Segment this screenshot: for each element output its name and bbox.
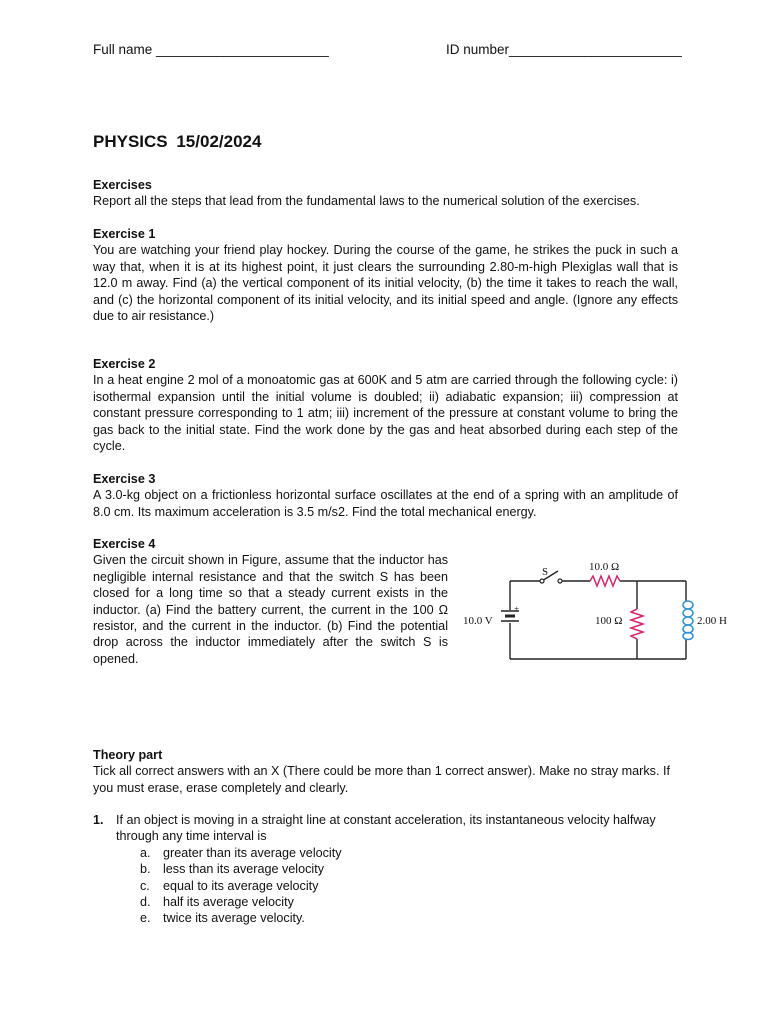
exercises-instructions: Report all the steps that lead from the fundamental laws to the numerical solution of the exercises.: [93, 194, 640, 209]
option-letter: d.: [140, 895, 151, 910]
answer-option-b[interactable]: [140, 861, 693, 877]
question-1-text: If an object is moving in a straight line at constant acceleration, its instantaneous velocity halfway through any time interval is: [116, 813, 656, 844]
exercise-2-heading: Exercise 2: [93, 357, 156, 371]
theory-instructions: Tick all correct answers with an X (There could be more than 1 correct answer). Make no stray marks. If you must erase, erase completely and clearly.: [93, 764, 670, 795]
exercise-1-heading: Exercise 1: [93, 227, 156, 241]
full-name-field[interactable]: Full name _______________________: [93, 42, 329, 57]
option-letter: e.: [140, 911, 151, 926]
exercise-3-text: A 3.0-kg object on a frictionless horizontal surface oscillates at the end of a spring with an amplitude of 8.0 cm. Its maximum acceleration is 3.5 m/s2. Find the total mechanical energy.: [93, 488, 678, 519]
question-1: [93, 812, 693, 927]
option-letter: b.: [140, 862, 151, 877]
answer-option-d[interactable]: [140, 894, 693, 910]
inductor-label: 2.00 H: [697, 615, 727, 627]
switch-label: S: [542, 566, 549, 578]
answer-option-a[interactable]: [140, 845, 693, 861]
exercise-3-heading: Exercise 3: [93, 472, 156, 486]
circuit-diagram: [458, 555, 738, 667]
page-title: PHYSICS 15/02/2024: [93, 132, 262, 151]
option-letter: a.: [140, 845, 151, 860]
question-1-number: 1.: [93, 813, 104, 827]
exercise-3: [93, 471, 678, 520]
inductor-symbol: [683, 601, 693, 640]
theory-heading: Theory part: [93, 748, 163, 762]
exercises-heading: Exercises: [93, 178, 152, 192]
exercise-4-text: Given the circuit shown in Figure, assume that the inductor has negligible internal resistance and that the switch S has been closed for a long time so that a steady current exists in the inductor. (a) Find the battery current, the current in the 100 Ω resistor, and the current in the inductor. (b) Find the potential drop across the inductor immediately after the switch S is opened.: [93, 553, 448, 666]
battery-plus-label: +: [514, 604, 520, 614]
option-text: greater than its average velocity: [163, 845, 342, 860]
middle-resistor-label: 100 Ω: [595, 615, 623, 627]
id-number-field[interactable]: ID number_______________________: [446, 42, 682, 57]
answer-option-e[interactable]: [140, 910, 693, 926]
option-text: half its average velocity: [163, 895, 294, 910]
exercise-4-heading: Exercise 4: [93, 537, 156, 551]
option-text: less than its average velocity: [163, 862, 325, 877]
theory-part: [93, 747, 678, 796]
exercise-1-text: You are watching your friend play hockey. During the course of the game, he strikes the puck in such a way that, when it is at its highest point, it just clears the surrounding 2.80-m-high Plexiglas wall that is 12.0 m away. Find (a) the vertical component of its initial velocity, (b) the time it takes to reach the wall, and (c) the horizontal component of its initial velocity, and its initial speed and angle. (Ignore any effects due to air resistance.): [93, 243, 678, 324]
exercise-4: [93, 536, 448, 667]
top-resistor-label: 10.0 Ω: [589, 561, 620, 573]
question-1-options: [140, 845, 693, 927]
option-letter: c.: [140, 878, 150, 893]
exercise-2-text: In a heat engine 2 mol of a monoatomic gas at 600K and 5 atm are carried through the following cycle: i) isothermal expansion until the initial volume is doubled; ii) adiabatic expansion; iii) compression at constant pressure corresponding to 1 atm; iii) increment of the pressure at constant volume to bring the gas back to the initial state. Find the work done by the gas and heat absorbed during each step of the cycle.: [93, 373, 678, 454]
top-resistor-symbol: [590, 576, 620, 586]
option-text: twice its average velocity.: [163, 911, 305, 926]
battery-label: 10.0 V: [463, 615, 493, 627]
answer-option-c[interactable]: [140, 878, 693, 894]
option-text: equal to its average velocity: [163, 878, 319, 893]
exercises-intro: [93, 177, 678, 210]
middle-resistor-symbol: [631, 609, 643, 639]
exercise-2: [93, 356, 678, 454]
exercise-1: [93, 226, 678, 324]
